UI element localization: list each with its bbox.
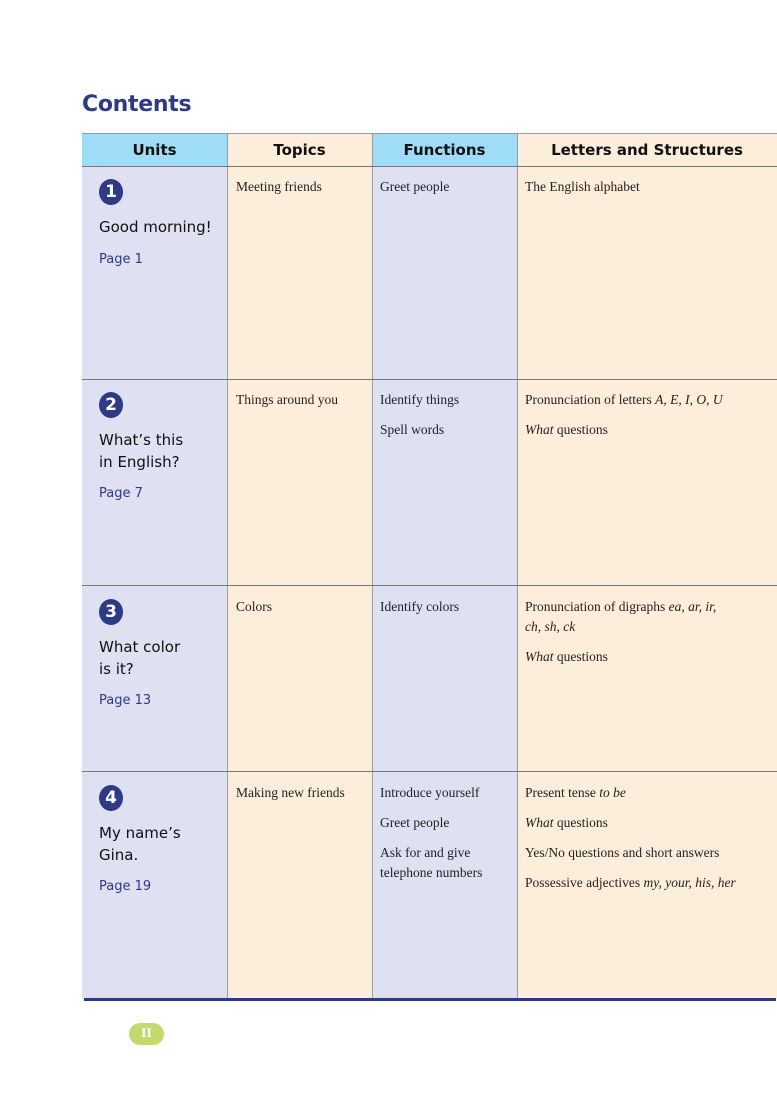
unit-letters: The English alphabet xyxy=(525,179,640,194)
unit-number-badge: 3 xyxy=(99,599,123,625)
header-functions: Functions xyxy=(372,133,517,166)
unit-page-link[interactable]: Page 1 xyxy=(99,252,143,267)
unit-number-badge: 4 xyxy=(99,785,123,811)
unit-page-link[interactable]: Page 19 xyxy=(99,879,152,894)
unit-letters: Pronunciation of digraphs ea, ar, ir, ch, sh, ck What questions xyxy=(525,599,717,664)
unit-topics: Things around you xyxy=(236,392,338,407)
unit-number-badge: 1 xyxy=(99,179,123,205)
contents-table xyxy=(82,133,777,999)
unit-title: Good morning! xyxy=(99,218,212,236)
unit-title: My name’s Gina. xyxy=(99,824,181,864)
header-units: Units xyxy=(82,133,227,166)
page-number-badge: II xyxy=(129,1023,164,1045)
unit-topics: Making new friends xyxy=(236,785,345,800)
header-topics: Topics xyxy=(227,133,372,166)
unit-number-badge: 2 xyxy=(99,392,123,418)
unit-functions: Greet people xyxy=(380,179,450,194)
unit-topics: Colors xyxy=(236,599,273,614)
unit-page-link[interactable]: Page 13 xyxy=(99,693,152,708)
unit-topics: Meeting friends xyxy=(236,179,322,194)
page-title: Contents xyxy=(82,92,192,117)
unit-functions: Introduce yourself Greet people Ask for and give telephone numbers xyxy=(380,785,483,880)
unit-title: What color is it? xyxy=(99,638,181,678)
unit-functions: Identify things Spell words xyxy=(380,392,460,437)
unit-letters: Present tense to be What questions Yes/No questions and short answers Possessive adjectives my, your, his, her xyxy=(525,785,736,890)
table-bottom-rule xyxy=(84,998,776,1001)
header-letters: Letters and Structures xyxy=(517,133,777,166)
unit-title: What’s this in English? xyxy=(99,431,184,471)
unit-page-link[interactable]: Page 7 xyxy=(99,486,143,501)
unit-functions: Identify colors xyxy=(380,599,460,614)
unit-letters: Pronunciation of letters A, E, I, O, U What questions xyxy=(525,392,723,437)
